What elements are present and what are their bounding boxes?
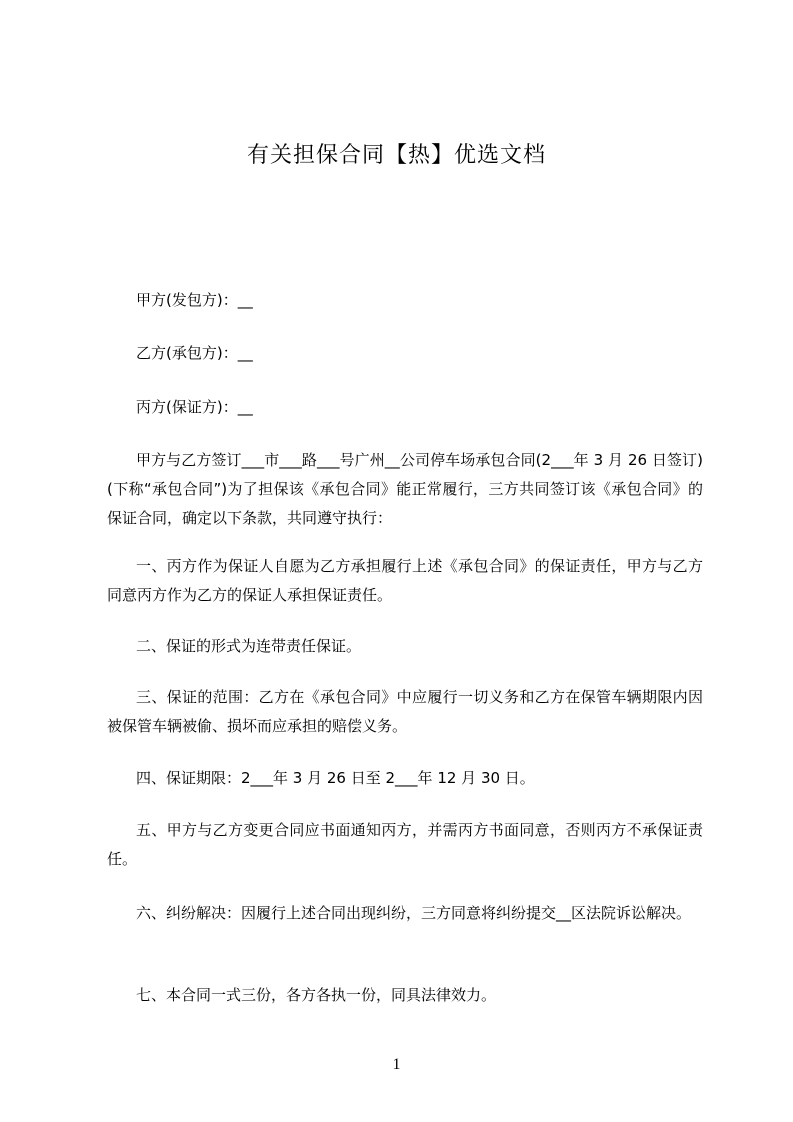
clause-4: 四、保证期限：2___年 3 月 26 日至 2___年 12 月 30 日。 [136, 769, 535, 787]
clause-2: 二、保证的形式为连带责任保证。 [136, 637, 362, 655]
party-c-line: 丙方(保证方)：__ [136, 398, 253, 416]
page-number: 1 [392, 1056, 401, 1073]
clause-3: 三、保证的范围：乙方在《承包合同》中应履行一切义务和乙方在保管车辆期限内因被保管车辆被偷、损坏而应承担的赔偿义务。 [107, 688, 703, 735]
party-b-line: 乙方(承包方)：__ [136, 344, 253, 362]
clause-7: 七、本合同一式三份，各方各执一份，同具法律效力。 [136, 986, 497, 1004]
clause-5: 五、甲方与乙方变更合同应书面通知丙方，并需丙方书面同意，否则丙方不承保证责任。 [107, 821, 703, 868]
document-title: 有关担保合同【热】优选文档 [246, 143, 546, 168]
party-a-line: 甲方(发包方)：__ [136, 291, 253, 309]
intro-paragraph: 甲方与乙方签订___市___路___号广州__公司停车场承包合同(2___年 3 月 26 日签订)(下称“承包合同”)为了担保该《承包合同》能正常履行，三方共同签订该《承包合同》的保证合同，确定以下条款，共同遵守执行： [107, 451, 703, 527]
clause-1: 一、丙方作为保证人自愿为乙方承担履行上述《承包合同》的保证责任，甲方与乙方同意丙方作为乙方的保证人承担保证责任。 [107, 557, 703, 604]
clause-6: 六、纠纷解决：因履行上述合同出现纠纷，三方同意将纠纷提交__区法院诉讼解决。 [136, 904, 692, 922]
